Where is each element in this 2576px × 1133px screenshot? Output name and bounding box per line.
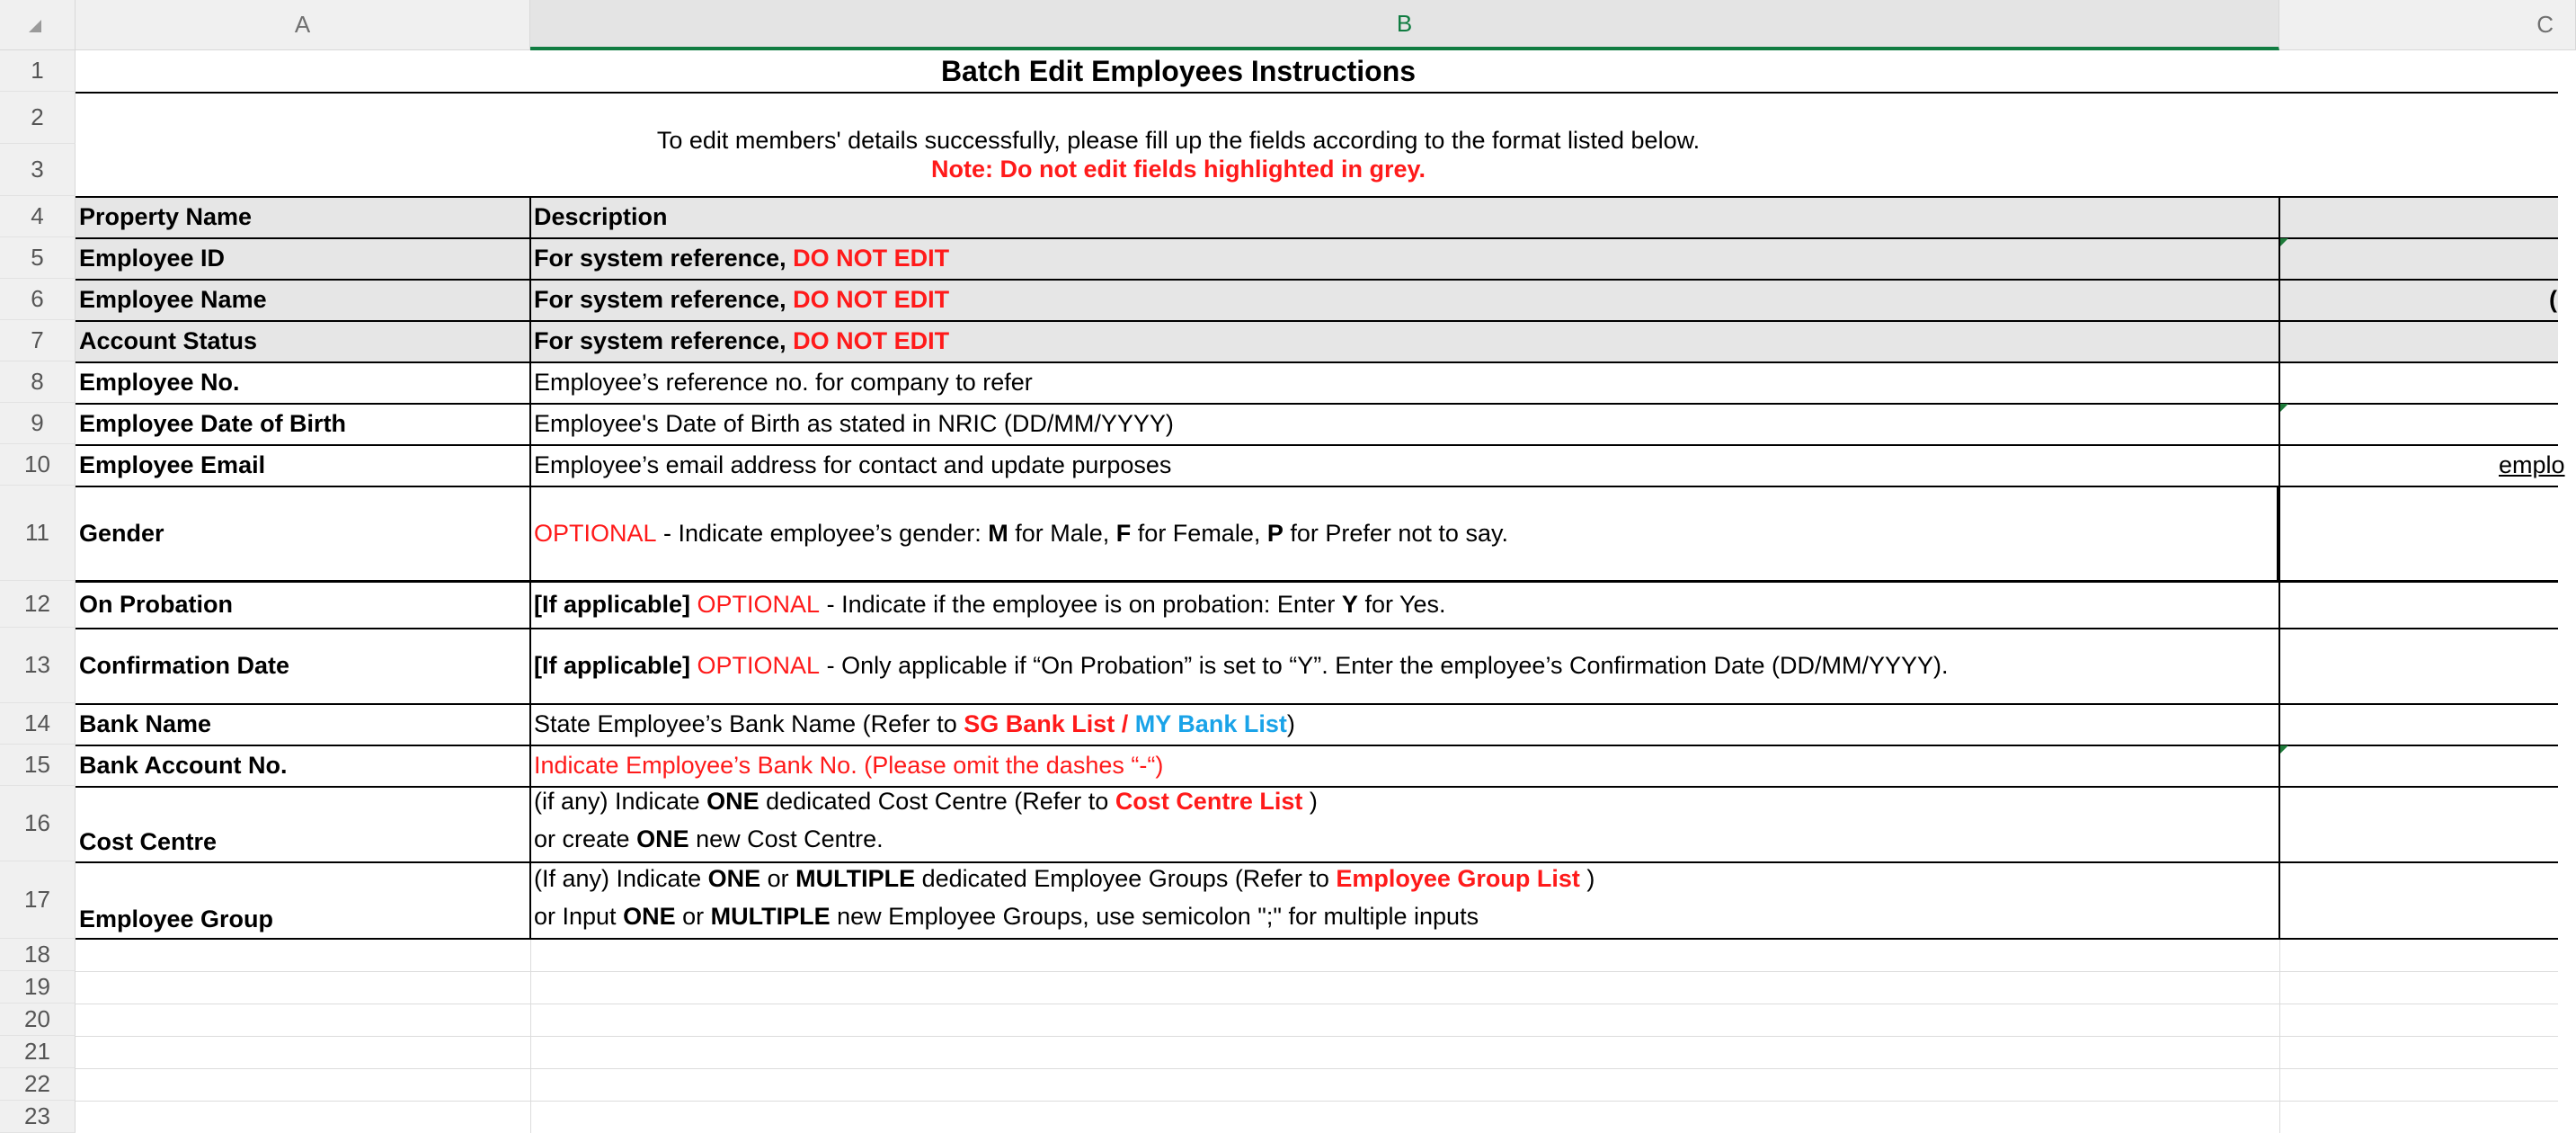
row-header-22[interactable]: 22 xyxy=(0,1068,76,1101)
cost-centre-line-1 xyxy=(534,782,1318,820)
row-header-12[interactable]: 12 xyxy=(0,581,76,628)
optional-text: OPTIONAL xyxy=(697,590,821,618)
border-line xyxy=(76,703,2558,705)
row-header-4[interactable]: 4 xyxy=(0,196,76,237)
row-header-14[interactable]: 14 xyxy=(0,703,76,745)
border-line xyxy=(2277,486,2279,581)
cost-centre-line-2 xyxy=(534,820,884,858)
description-cost-centre[interactable] xyxy=(530,786,2279,861)
description-dob[interactable]: Employee's Date of Birth as stated in NRIC (DD/MM/YYYY) xyxy=(534,409,1174,437)
border-line xyxy=(76,403,2558,405)
system-ref-text: For system reference, xyxy=(534,244,794,272)
comment-flag-icon[interactable] xyxy=(2280,745,2288,754)
row-header-10[interactable]: 10 xyxy=(0,444,76,486)
row-header-3[interactable]: 3 xyxy=(0,144,76,196)
do-not-edit-text: DO NOT EDIT xyxy=(793,244,950,272)
property-confirmation-date[interactable]: Confirmation Date xyxy=(79,651,290,679)
border-line xyxy=(76,237,2558,239)
description-employee-id[interactable] xyxy=(530,237,2279,279)
system-ref-text: For system reference, xyxy=(534,326,794,354)
property-employee-id[interactable]: Employee ID xyxy=(79,244,226,272)
property-bank-name[interactable]: Bank Name xyxy=(79,709,212,737)
property-dob[interactable]: Employee Date of Birth xyxy=(79,409,347,437)
probation-text-b: for Yes. xyxy=(1357,590,1446,618)
employee-group-line-1 xyxy=(534,860,1594,897)
cc-text-b: dedicated Cost Centre (Refer to xyxy=(759,788,1115,815)
comment-flag-icon[interactable] xyxy=(2280,238,2288,246)
eg-multiple: MULTIPLE xyxy=(795,865,916,892)
border-line xyxy=(76,628,2558,629)
system-ref-text: For system reference, xyxy=(534,285,794,313)
row-header-23[interactable]: 23 xyxy=(0,1101,76,1133)
row-header-17[interactable]: 17 xyxy=(0,861,76,939)
cost-centre-list-link[interactable]: Cost Centre List xyxy=(1115,788,1303,815)
property-on-probation[interactable]: On Probation xyxy=(79,590,233,618)
eg-one: ONE xyxy=(707,865,761,892)
eg2-text-b: new Employee Groups, use semicolon ";" for multiple inputs xyxy=(830,903,1479,930)
row-header-9[interactable]: 9 xyxy=(0,403,76,444)
border-line xyxy=(529,196,531,939)
description-on-probation[interactable] xyxy=(530,581,2279,628)
row-header-20[interactable]: 20 xyxy=(0,1004,76,1036)
probation-y: Y xyxy=(1341,590,1358,618)
do-not-edit-text: DO NOT EDIT xyxy=(793,285,950,313)
gender-text-a: - Indicate employee’s gender: xyxy=(656,519,989,547)
row-header-16[interactable]: 16 xyxy=(0,786,76,861)
gender-p: P xyxy=(1266,519,1284,547)
eg2-multiple: MULTIPLE xyxy=(710,903,831,930)
probation-text-a: - Indicate if the employee is on probation: Enter xyxy=(820,590,1342,618)
border-line xyxy=(76,786,2558,788)
description-employee-no[interactable]: Employee’s reference no. for company to refer xyxy=(534,368,1033,396)
column-c-row6-partial[interactable]: ( xyxy=(2549,285,2557,313)
employee-group-list-link[interactable]: Employee Group List xyxy=(1336,865,1580,892)
gender-f: F xyxy=(1115,519,1132,547)
my-bank-list-link[interactable]: MY Bank List xyxy=(1134,709,1287,737)
row-header-13[interactable]: 13 xyxy=(0,628,76,703)
grid-line xyxy=(76,1036,2558,1037)
note-text[interactable]: Note: Do not edit fields highlighted in grey. xyxy=(931,155,1426,183)
border-line xyxy=(76,486,2558,487)
header-property-name[interactable]: Property Name xyxy=(79,202,253,230)
property-employee-group[interactable]: Employee Group xyxy=(79,906,274,932)
eg-or: or xyxy=(760,865,796,892)
confirmation-text: - Only applicable if “On Probation” is set to “Y”. Enter the employee’s Confirmation Date (DD/MM/YYYY). xyxy=(820,651,1949,679)
property-employee-no[interactable]: Employee No. xyxy=(79,368,240,396)
grid-line xyxy=(2279,939,2280,1133)
border-line xyxy=(76,444,2558,446)
gender-m: M xyxy=(988,519,1008,547)
description-bank-account[interactable]: Indicate Employee’s Bank No. (Please omit the dashes “-“) xyxy=(534,751,1164,779)
row-header-6[interactable]: 6 xyxy=(0,279,76,320)
border-line xyxy=(76,196,2558,198)
optional-text: OPTIONAL xyxy=(697,651,821,679)
border-line xyxy=(76,92,2558,94)
row-header-11[interactable]: 11 xyxy=(0,486,76,581)
property-email[interactable]: Employee Email xyxy=(79,451,266,478)
grid-line xyxy=(76,971,2558,972)
description-employee-group[interactable] xyxy=(530,861,2279,939)
property-account-status[interactable]: Account Status xyxy=(79,326,258,354)
description-gender[interactable] xyxy=(530,486,2279,581)
sg-bank-list-link[interactable]: SG Bank List xyxy=(964,709,1115,737)
bank-close: ) xyxy=(1286,709,1295,737)
row-header-1[interactable]: 1 xyxy=(0,50,76,92)
cc2-one: ONE xyxy=(636,825,689,852)
do-not-edit-text: DO NOT EDIT xyxy=(793,326,950,354)
cc-text-a: (if any) Indicate xyxy=(534,788,707,815)
row-header-15[interactable]: 15 xyxy=(0,745,76,786)
column-header-b[interactable]: B xyxy=(530,0,2279,50)
border-line xyxy=(76,861,2558,863)
property-bank-account[interactable]: Bank Account No. xyxy=(79,751,288,779)
eg-text-a: (If any) Indicate xyxy=(534,865,708,892)
description-employee-name[interactable] xyxy=(530,279,2279,320)
description-bank-name[interactable] xyxy=(530,703,2279,745)
property-gender[interactable]: Gender xyxy=(79,519,164,547)
eg2-one: ONE xyxy=(623,903,676,930)
border-line xyxy=(76,745,2558,746)
comment-flag-icon[interactable] xyxy=(2280,404,2288,412)
gender-text-b: for Male, xyxy=(1008,519,1116,547)
grid-line xyxy=(76,1101,2558,1102)
row-header-19[interactable]: 19 xyxy=(0,971,76,1004)
border-line xyxy=(76,279,2558,281)
eg2-or: or xyxy=(675,903,711,930)
cc-text-c: ) xyxy=(1302,788,1318,815)
cc-one: ONE xyxy=(706,788,759,815)
column-header-a[interactable]: A xyxy=(76,0,530,50)
eg-text-c: ) xyxy=(1579,865,1595,892)
sheet-title[interactable]: Batch Edit Employees Instructions xyxy=(940,54,1417,87)
row-header-8[interactable]: 8 xyxy=(0,361,76,403)
border-line xyxy=(76,580,2558,583)
select-all-corner[interactable] xyxy=(0,0,76,50)
description-account-status[interactable] xyxy=(530,320,2279,361)
if-applicable-text: [If applicable] xyxy=(534,651,691,679)
cc2-text-b: new Cost Centre. xyxy=(688,825,884,852)
row-header-7[interactable]: 7 xyxy=(0,320,76,361)
eg-text-b: dedicated Employee Groups (Refer to xyxy=(915,865,1337,892)
description-email[interactable]: Employee’s email address for contact and update purposes xyxy=(534,451,1172,478)
grid-line xyxy=(76,1068,2558,1069)
row-header-2[interactable]: 2 xyxy=(0,92,76,144)
optional-text: OPTIONAL xyxy=(534,519,657,547)
gender-text-c: for Female, xyxy=(1131,519,1267,547)
if-applicable-text: [If applicable] xyxy=(534,590,691,618)
gender-text-d: for Prefer not to say. xyxy=(1283,519,1508,547)
select-all-triangle-icon xyxy=(29,20,41,32)
description-confirmation-date[interactable] xyxy=(530,628,2279,703)
intro-text[interactable]: To edit members' details successfully, please fill up the fields according to the format listed below. xyxy=(656,127,1701,154)
row-header-21[interactable]: 21 xyxy=(0,1036,76,1068)
border-line xyxy=(76,938,2558,940)
column-c-row10-partial[interactable]: emplo xyxy=(2499,451,2565,478)
header-description[interactable]: Description xyxy=(534,202,668,230)
property-cost-centre[interactable]: Cost Centre xyxy=(79,828,218,855)
property-employee-name[interactable]: Employee Name xyxy=(79,285,267,313)
cc2-text-a: or create xyxy=(534,825,637,852)
eg2-text-a: or Input xyxy=(534,903,624,930)
employee-group-line-2 xyxy=(534,897,1479,935)
bank-slash: / xyxy=(1115,709,1135,737)
bank-text-a: State Employee’s Bank Name (Refer to xyxy=(534,709,964,737)
border-line xyxy=(76,361,2558,363)
row-header-18[interactable]: 18 xyxy=(0,939,76,971)
grid-line xyxy=(530,939,531,1133)
row-header-5[interactable]: 5 xyxy=(0,237,76,279)
border-line xyxy=(76,320,2558,322)
column-header-c[interactable]: C xyxy=(2279,0,2576,50)
